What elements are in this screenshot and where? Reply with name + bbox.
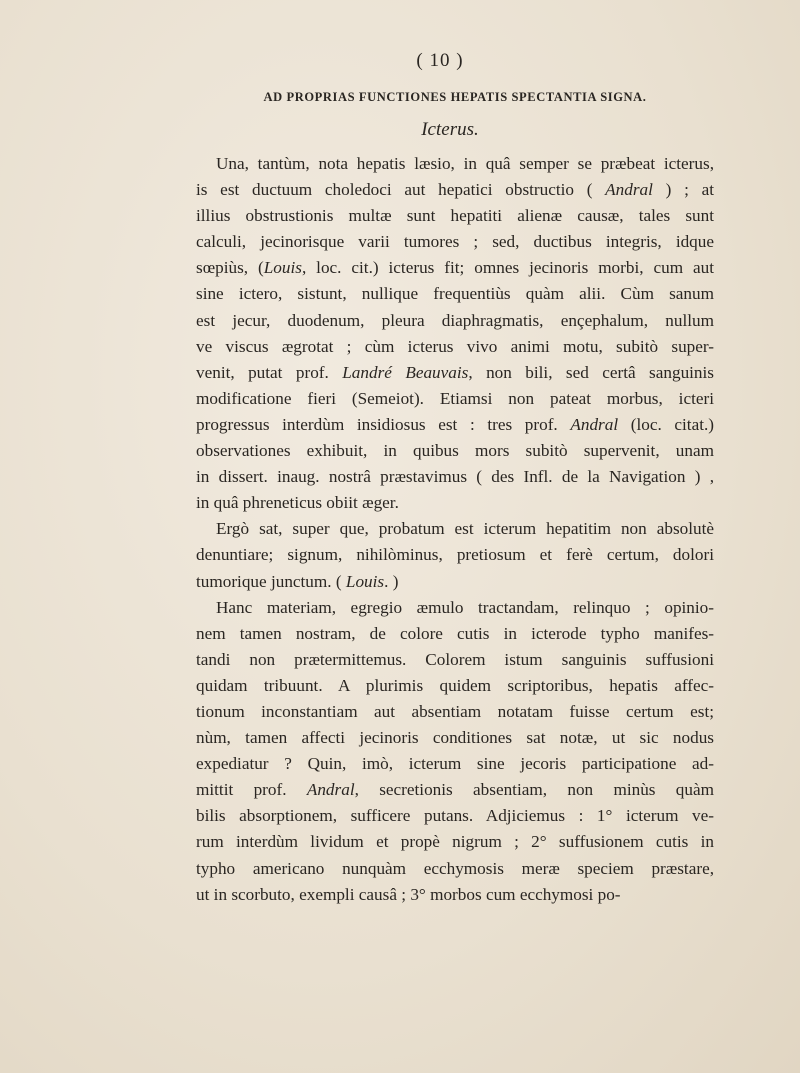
text-line: quidam tribuunt. A plurimis quidem scriptoribus, hepatis affec-	[196, 675, 714, 695]
text-line: in dissert. inaug. nostrâ præstavimus ( des Infl. de la Navigation ) ,	[196, 467, 714, 487]
text-line: est jecur, duodenum, pleura diaphragmatis, ençephalum, nullum	[196, 310, 714, 330]
text-line: tandi non prætermittemus. Colorem istum sanguinis suffusioni	[196, 649, 714, 669]
text-line: mittit prof. Andral, secretionis absentiam, non minùs quàm	[196, 780, 714, 800]
page-number: ( 10 )	[416, 50, 464, 71]
text-line: calculi, jecinorisque varii tumores ; sed, ductibus integris, idque	[196, 232, 714, 252]
text-line: nem tamen nostram, de colore cutis in icterode typho manifes-	[196, 623, 714, 643]
text-line: tumorique junctum. ( Louis. )	[196, 571, 399, 591]
text-line: sine ictero, sistunt, nullique frequentiùs quàm alii. Cùm sanum	[196, 284, 714, 304]
text-line: rum interdùm lividum et propè nigrum ; 2° suffusionem cutis in	[196, 832, 714, 852]
text-line: in quâ phreneticus obiit æger.	[196, 493, 399, 513]
text-line: modificatione fieri (Semeiot). Etiamsi non pateat morbus, icteri	[196, 388, 714, 408]
text-line: typho americano nunquàm ecchymosis meræ speciem præstare,	[196, 858, 714, 878]
text-line: nùm, tamen affecti jecinoris conditiones sat notæ, ut sic nodus	[196, 728, 714, 748]
text-line: tionum inconstantiam aut absentiam notatam fuisse certum est;	[196, 701, 714, 721]
text-line: bilis absorptionem, sufficere putans. Adjiciemus : 1° icterum ve-	[196, 806, 714, 826]
text-line: sœpiùs, (Louis, loc. cit.) icterus fit; omnes jecinoris morbi, cum aut	[196, 258, 714, 278]
text-line: venit, putat prof. Landré Beauvais, non bili, sed certâ sanguinis	[196, 362, 714, 382]
text-line: Ergò sat, super que, probatum est icterum hepatitim non absolutè	[216, 519, 714, 539]
subheading: Icterus.	[421, 119, 479, 140]
text-line: illius obstrustionis multæ sunt hepatiti alienæ causæ, tales sunt	[196, 206, 714, 226]
text-line: observationes exhibuit, in quibus mors subitò supervenit, unam	[196, 441, 714, 461]
text-line: progressus interdùm insidiosus est : tres prof. Andral (loc. citat.)	[196, 414, 715, 434]
text-line: Una, tantùm, nota hepatis læsio, in quâ semper se præbeat icterus,	[216, 154, 714, 173]
text-line: is est ductuum choledoci aut hepatici obstructio ( Andral ) ; at	[196, 180, 714, 200]
text-line: ut in scorbuto, exempli causâ ; 3° morbos cum ecchymosi po-	[196, 884, 621, 904]
section-heading: AD PROPRIAS FUNCTIONES HEPATIS SPECTANTIA SIGNA.	[263, 90, 647, 104]
body-text	[196, 151, 714, 908]
text-line: expediatur ? Quin, imò, icterum sine jecoris participatione ad-	[196, 754, 714, 774]
text-line: ve viscus ægrotat ; cùm icterus vivo animi motu, subitò super-	[196, 336, 714, 356]
text-line: Hanc materiam, egregio æmulo tractandam, relinquo ; opinio-	[216, 597, 714, 617]
text-line: denuntiare; signum, nihilòminus, pretiosum et ferè certum, dolori	[196, 545, 714, 565]
